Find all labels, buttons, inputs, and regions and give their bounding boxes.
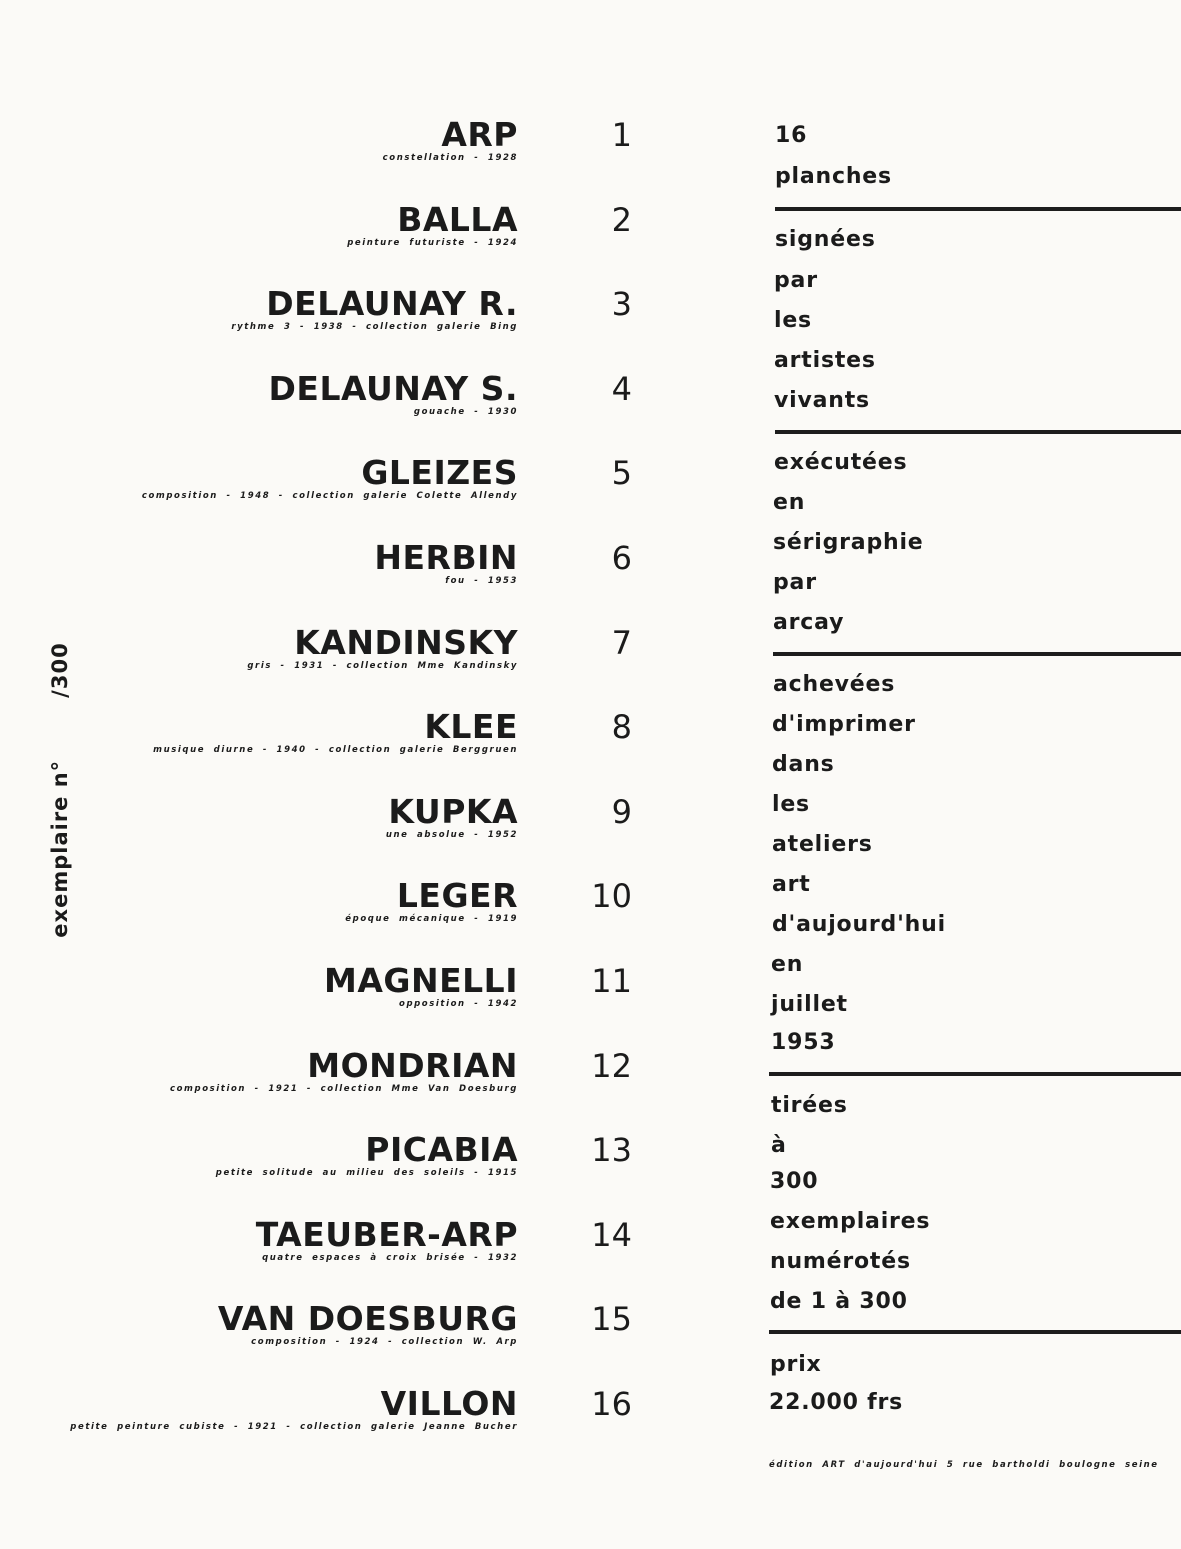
- artwork-caption: opposition - 1942: [399, 999, 518, 1009]
- artist-name: MONDRIAN: [307, 1045, 518, 1085]
- section-divider: [773, 652, 1181, 656]
- plate-number: 10: [591, 877, 632, 916]
- plate-number: 4: [611, 369, 632, 408]
- plate-number: 13: [591, 1131, 632, 1170]
- colophon-word: en: [771, 952, 804, 977]
- plate-number: 14: [591, 1215, 632, 1254]
- colophon-word: signées: [775, 227, 876, 252]
- edition-number-suffix: /300: [48, 642, 72, 698]
- artist-name: LEGER: [396, 876, 518, 916]
- artwork-caption: composition - 1924 - collection W. Arp: [251, 1337, 518, 1348]
- colophon-word: en: [773, 490, 806, 515]
- artist-name: DELAUNAY S.: [268, 368, 518, 408]
- colophon-word: à: [771, 1133, 787, 1158]
- plate-number: 9: [611, 792, 632, 831]
- plate-number: 3: [611, 285, 632, 324]
- artwork-caption: quatre espaces à croix brisée - 1932: [262, 1252, 518, 1263]
- artwork-caption: une absolue - 1952: [385, 829, 518, 840]
- artist-name: MAGNELLI: [324, 961, 518, 1000]
- artist-name: TAEUBER-ARP: [255, 1214, 518, 1254]
- artist-name: DELAUNAY R.: [266, 284, 518, 324]
- colophon-word: numérotés: [770, 1249, 911, 1274]
- artwork-caption: peinture futuriste - 1924: [347, 237, 518, 248]
- plate-number: 8: [611, 708, 632, 747]
- colophon-word: arcay: [773, 610, 845, 635]
- artist-name: KANDINSKY: [294, 622, 518, 662]
- colophon-word: tirées: [771, 1093, 848, 1118]
- artwork-caption: rythme 3 - 1938 - collection galerie Bing: [231, 322, 518, 333]
- artist-name: ARP: [441, 115, 518, 154]
- colophon-word: vivants: [774, 388, 870, 413]
- artwork-caption: gris - 1931 - collection Mme Kandinsky: [247, 660, 518, 671]
- artwork-caption: musique diurne - 1940 - collection galerie Berggruen: [153, 745, 518, 756]
- colophon-word: dans: [772, 752, 835, 777]
- colophon-word: de 1 à 300: [770, 1289, 908, 1314]
- section-divider: [775, 207, 1181, 211]
- section-divider: [769, 1072, 1181, 1076]
- colophon-word: planches: [775, 164, 892, 189]
- section-divider: [769, 1330, 1181, 1334]
- colophon-word: juillet: [771, 992, 848, 1017]
- artist-name: KUPKA: [388, 791, 518, 831]
- artist-name: BALLA: [397, 199, 518, 239]
- colophon-word: exécutées: [774, 450, 908, 475]
- artist-name: VILLON: [380, 1384, 518, 1423]
- artist-name: VAN DOESBURG: [217, 1299, 518, 1339]
- artwork-caption: époque mécanique - 1919: [345, 914, 518, 925]
- plate-number: 2: [611, 200, 632, 239]
- section-divider: [775, 430, 1181, 434]
- plate-number: 1: [611, 116, 632, 154]
- colophon-word: par: [773, 570, 817, 595]
- colophon-word: artistes: [774, 348, 876, 373]
- colophon-word: 300: [770, 1169, 819, 1194]
- colophon-word: d'aujourd'hui: [772, 912, 946, 937]
- artwork-caption: gouache - 1930: [413, 406, 518, 417]
- edition-number-text: exemplaire n°: [48, 759, 72, 938]
- artwork-caption: petite solitude au milieu des soleils - 1915: [215, 1168, 518, 1179]
- artwork-caption: fou - 1953: [445, 576, 518, 586]
- colophon-word: 1953: [771, 1030, 836, 1055]
- artwork-caption: petite peinture cubiste - 1921 - collection galerie Jeanne Bucher: [70, 1422, 518, 1432]
- colophon-word: d'imprimer: [772, 712, 916, 737]
- colophon-word: 16: [775, 123, 808, 148]
- colophon-word: ateliers: [772, 832, 873, 857]
- plate-number: 15: [591, 1300, 632, 1339]
- artwork-caption: composition - 1921 - collection Mme Van Doesburg: [169, 1083, 518, 1094]
- artist-name: KLEE: [424, 707, 518, 747]
- publisher-footer: édition ART d'aujourd'hui 5 rue bartholdi boulogne seine: [769, 1460, 1159, 1470]
- colophon-word: par: [774, 268, 818, 293]
- plate-number: 12: [591, 1046, 632, 1085]
- plate-number: 5: [611, 454, 632, 493]
- colophon-word: prix: [770, 1352, 822, 1377]
- artist-name: PICABIA: [365, 1130, 518, 1170]
- colophon-word: achevées: [773, 672, 896, 697]
- colophon-word: exemplaires: [770, 1209, 931, 1234]
- artist-name: GLEIZES: [361, 453, 518, 493]
- plate-number: 11: [591, 962, 632, 1000]
- colophon-word: 22.000 frs: [769, 1390, 904, 1415]
- colophon-word: les: [772, 792, 810, 817]
- plate-number: 6: [611, 539, 632, 577]
- plate-number: 16: [591, 1385, 632, 1423]
- artwork-caption: constellation - 1928: [382, 153, 518, 163]
- artwork-caption: composition - 1948 - collection galerie Colette Allendy: [141, 491, 518, 502]
- artist-name: HERBIN: [374, 538, 518, 577]
- colophon-word: sérigraphie: [773, 530, 924, 555]
- colophon-word: art: [772, 872, 811, 897]
- plate-number: 7: [611, 623, 632, 662]
- colophon-word: les: [774, 308, 812, 333]
